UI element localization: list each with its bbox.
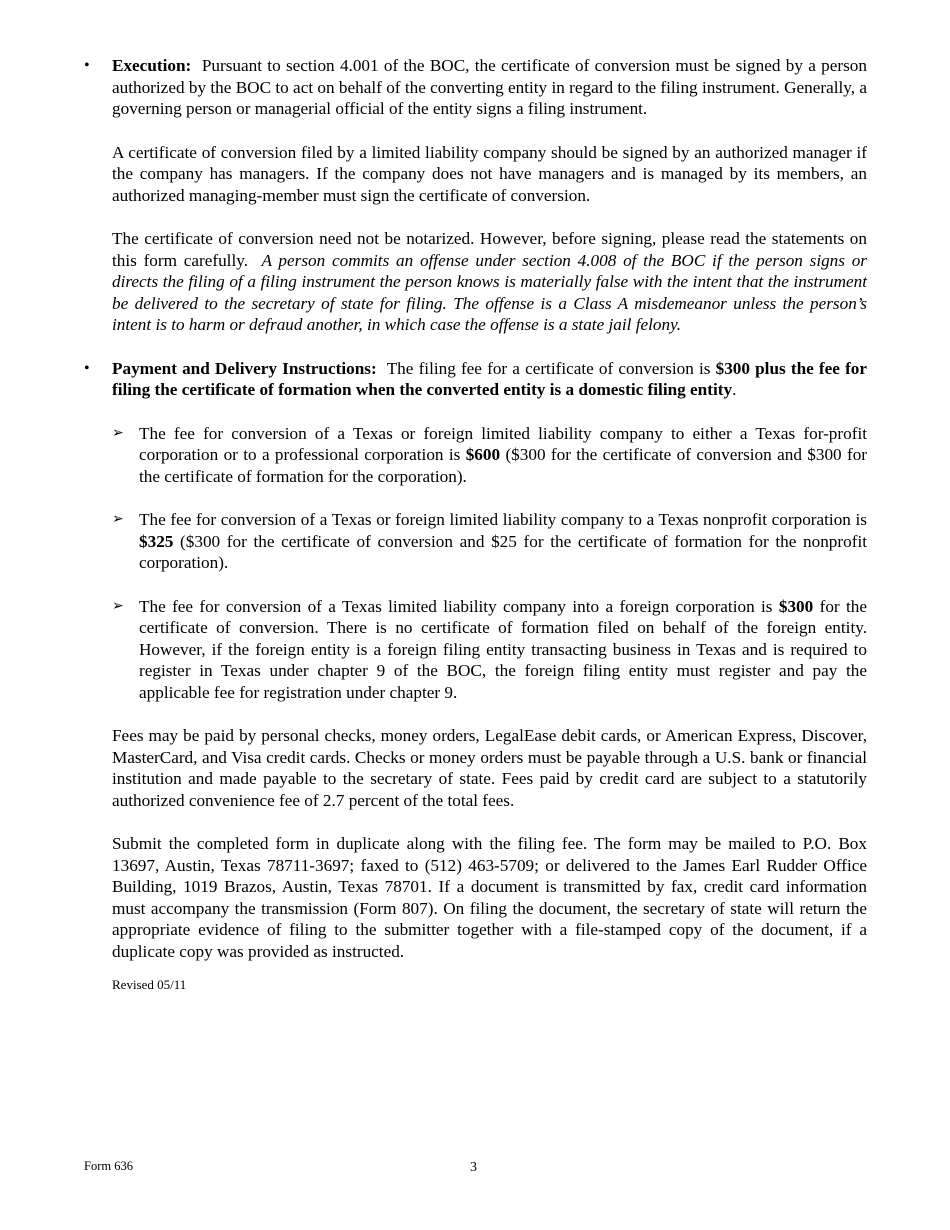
execution-section xyxy=(84,55,867,336)
fee-list xyxy=(112,423,867,704)
payment-intro-end: . xyxy=(732,380,737,399)
payment-title: Payment and Delivery Instructions: xyxy=(112,358,377,378)
submission-paragraph: Submit the completed form in duplicate along with the filing fee. The form may be mailed to P.O. Box 13697, Austin, Texas 78711-3697; faxed to (512) 463-5709; or delivered to the James Earl Rudder Office Building, 1019 Brazos, Austin, Texas 78701. If a document is transmitted by fax, credit card information must accompany the transmission (Form 807). On filing the document, the secretary of state will return the appropriate evidence of filing to the submitter together with a file-stamped copy of the document, if a duplicate copy was provided as instructed. xyxy=(112,834,867,961)
fee-list-item xyxy=(112,596,867,704)
execution-paragraph-2: A certificate of conversion filed by a limited liability company should be signed by an authorized manager if the company has managers. If the company does not have managers and is managed by its members, an authorized managing-member must sign the certificate of conversion. xyxy=(112,142,867,205)
fee-item-text xyxy=(139,596,867,704)
execution-title: Execution: xyxy=(112,56,192,75)
fees-payment-methods-paragraph: Fees may be paid by personal checks, money orders, LegalEase debit cards, or American Express, Discover, MasterCard, and Visa credit cards. Checks or money orders must be payable through a U.S. bank or financial institution and made payable to the secretary of state. Fees paid by credit card are subject to a statutorily authorized convenience fee of 2.7 percent of the total fees. xyxy=(112,726,867,810)
fee-item-before: The fee for conversion of a Texas or foreign limited liability company to either a Texas for-profit corporation or to a professional corporation is xyxy=(139,423,867,464)
form-number: Form 636 xyxy=(84,1159,133,1173)
execution-paragraph-3 xyxy=(112,228,867,336)
page-number: 3 xyxy=(470,1160,477,1175)
arrow-bullet-icon: ➢ xyxy=(112,424,124,441)
fee-item-text xyxy=(139,509,867,574)
payment-section xyxy=(84,358,868,994)
fee-amount: $325 xyxy=(139,531,174,551)
offense-warning: A person commits an offense under section 4.008 of the BOC if the person signs or directs the filing of a filing instrument the person knows is materially false with the intent that the instrument be delivered to the secretary of state for filing. The offense is a Class A misdemeanor unless the person’s intent is to harm or defraud another, in which case the offense is a state jail felony. xyxy=(112,250,867,334)
bullet-icon: • xyxy=(84,359,90,377)
fee-list-item xyxy=(112,423,867,488)
fee-item-after: for the certificate of conversion. There is no certificate of formation filed on behalf of the foreign entity. However, if the foreign entity is a foreign filing entity transacting business in Texas and is required to register in Texas under chapter 9 of the BOC, the foreign filing entity must register and pay the applicable fee for registration under chapter 9. xyxy=(139,596,867,702)
fee-amount: $600 xyxy=(465,445,501,464)
arrow-bullet-icon: ➢ xyxy=(112,511,124,527)
payment-intro-text: The filing fee for a certificate of conversion is xyxy=(386,358,711,378)
execution-text-1: Pursuant to section 4.001 of the BOC, the certificate of conversion must be signed by a person authorized by the BOC to act on behalf of the converting entity in regard to the filing instrument. Generally, a governing person or managerial official of the entity signs a filing instrument. xyxy=(112,56,867,118)
fee-item-after: ($300 for the certificate of conversion and $25 for the certificate of formation for the nonprofit corporation). xyxy=(139,531,867,572)
fee-amount: $300 xyxy=(778,596,814,616)
execution-paragraph-1 xyxy=(112,55,867,120)
instructions-content xyxy=(84,55,868,993)
fee-item-before: The fee for conversion of a Texas limited liability company into a foreign corporation is xyxy=(139,596,773,616)
fee-item-before: The fee for conversion of a Texas or foreign limited liability company to a Texas nonprofit corporation is xyxy=(139,510,867,529)
arrow-bullet-icon: ➢ xyxy=(112,597,124,614)
payment-intro xyxy=(112,358,867,401)
fee-list-item xyxy=(112,509,867,574)
bullet-icon: • xyxy=(84,57,90,74)
fee-item-after: ($300 for the certificate of conversion and $300 for the certificate of formation for the corporation). xyxy=(139,445,868,486)
fee-item-text xyxy=(139,423,867,488)
revision-date: Revised 05/11 xyxy=(112,977,187,992)
execution-text-3-plain: The certificate of conversion need not be notarized. However, before signing, please read the statements on this form carefully. xyxy=(112,229,867,270)
payment-fee-bold: $300 plus the fee for filing the certificate of formation when the converted entity is a domestic filing entity xyxy=(112,358,868,399)
